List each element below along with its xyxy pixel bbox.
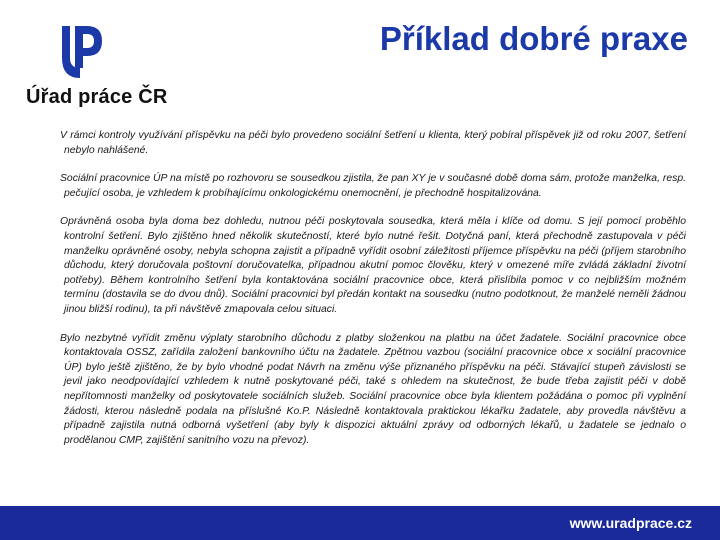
up-logo-icon bbox=[60, 24, 104, 80]
urad-prace-logo bbox=[22, 24, 168, 114]
paragraph: Bylo nezbytné vyřídit změnu výplaty starobního důchodu z platby složenkou na platbu na účet žadatele. Sociální pracovnice obce kontaktovala OSSZ, zařídila založení bankovního účtu na žadatele. Zpětnou vazbou (sociální pracovnice obce x sociální pracovnice ÚP) bylo ještě zjištěno, že by bylo vhodné podat Návrh na změnu výše přiznaného příspěvku na péči. Stávající stupeň závislosti se jevil jako neodpovídající vzhledem k nutně poskytované péči, také s ohledem na skutečnost, že bude třeba zajistit péči v době nepřítomnosti manželky od poskytovatele sociálních služeb. Sociální pracovnice obce byla klientem požádána o pomoc při vyplnění žádosti, kterou následně podala na příslušné Ko.P. Následně kontaktovala praktickou lékařku žadatele, aby provedla návštěvu a případně zajistila nutná odborná vyšetření (aby byly k dispozici aktuální zprávy od odborných lékařů, u žadatele se jednalo o prodělanou CMP, zajištění sanitního vozu na převoz). bbox=[60, 332, 686, 446]
logo-text: Úřad práce ČR bbox=[26, 86, 168, 108]
footer-bar bbox=[0, 506, 720, 540]
paragraph: Sociální pracovnice ÚP na místě po rozhovoru se sousedkou zjistila, že pan XY je v současné době doma sám, protože manželka, resp. pečující osoba, je vzhledem k probíhajícímu onkologickému onemocnění, je přechodně hospitalizována. bbox=[60, 173, 686, 199]
footer-url[interactable]: www.uradprace.cz bbox=[569, 515, 692, 531]
paragraph: Oprávněná osoba byla doma bez dohledu, nutnou péči poskytovala sousedka, která měla i klíče od domu. S její pomocí proběhlo kontrolní šetření. Bylo zjištěno hned několik skutečností, které bylo nutné řešit. Dotyčná paní, která přechodně zastupovala v péči manželku oprávněné osoby, nebyla schopna zajistit a případně vyřídit osobní záležitosti příjemce příspěvku na péči (příjem starobního důchodu, který doručovala poštovní doručovatelka, případnou akutní pomoc člověku, který v omezené míře zvládá základní životní potřeby). Během kontrolního šetření byla kontaktována sociální pracovnice obce, která přislíbila pomoc v co nejbližším možném termínu (dostavila se do dvou dnů). Sociální pracovnici byl předán kontakt na sousedku (nutno podotknout, že manželé neměli žádnou jinou bližší rodinu), ta při návštěvě zmapovala celou situaci. bbox=[60, 216, 686, 315]
content-body bbox=[60, 129, 686, 462]
paragraph: V rámci kontroly využívání příspěvku na péči bylo provedeno sociální šetření u klienta, který pobíral příspěvek již od roku 2007, šetření nebylo nahlášené. bbox=[60, 130, 686, 156]
page-title: Příklad dobré praxe bbox=[379, 20, 688, 57]
